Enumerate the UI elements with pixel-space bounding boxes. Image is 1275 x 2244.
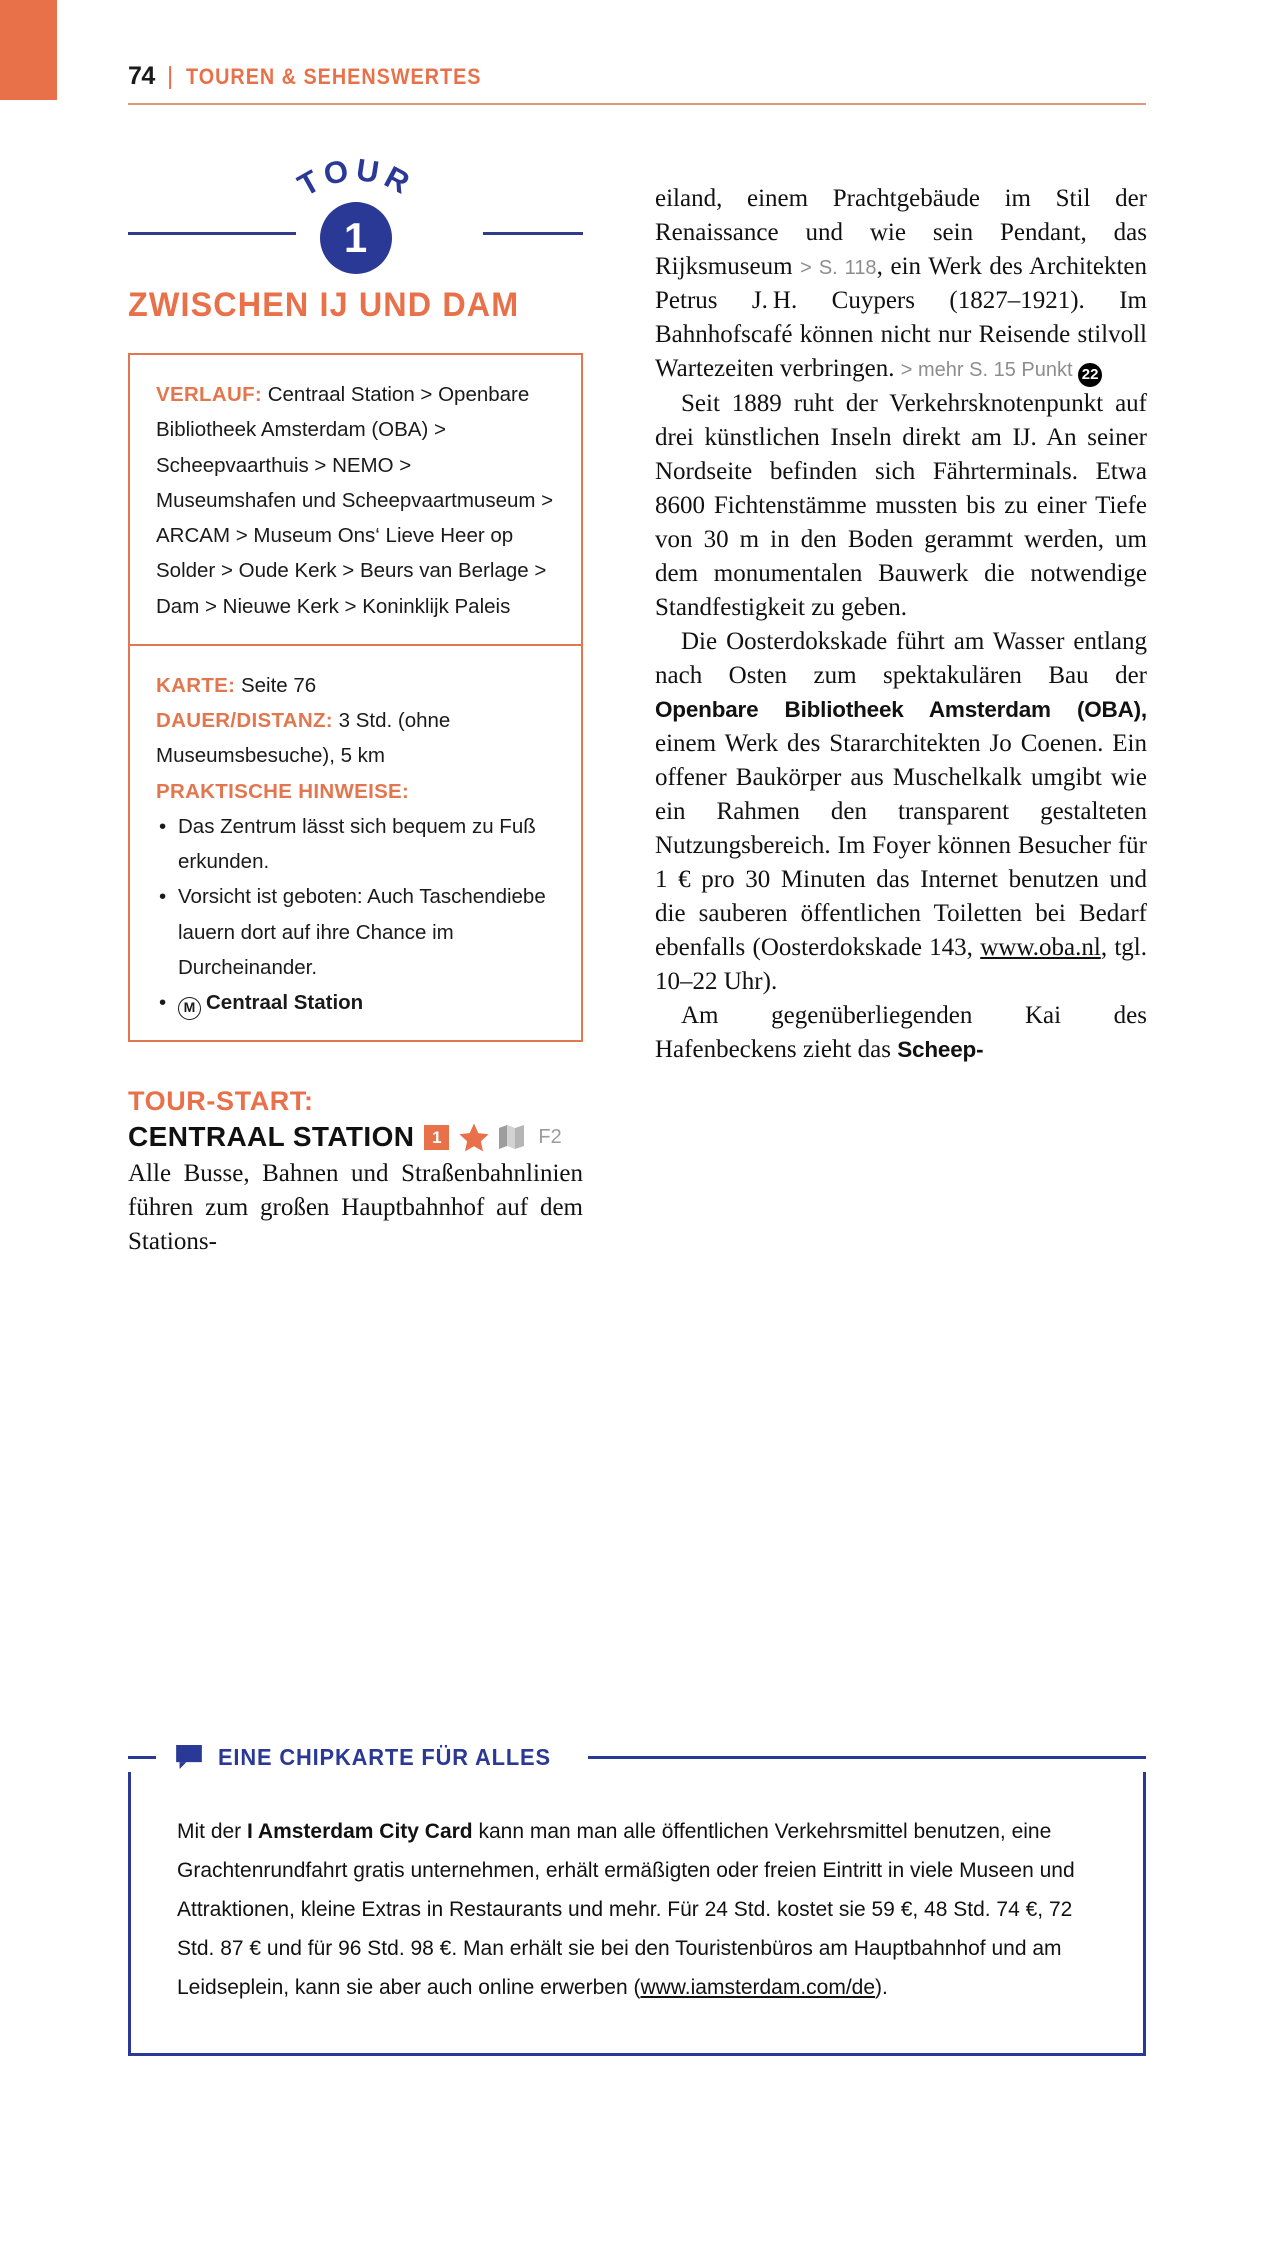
verlauf-label: VERLAUF:: [156, 383, 263, 406]
list-item: • Vorsicht ist geboten: Auch Taschendiebe lauern dort auf ihre Chance im Durcheinander.: [156, 879, 555, 985]
rp1-part-a: eiland, einem Prachtgebäude im Stil der Renaissance und wie sein Pendant, das Rijksmuseum: [655, 185, 1147, 280]
page-header: [128, 62, 1143, 91]
rp1-part-b: , ein Werk des Architekten Petrus J. H. Cuypers (1827–1921). Im Bahnhofscafé können nicht nur Reisende stilvoll Wartezeiten verbringen.: [655, 253, 1147, 382]
map-grid-reference: F2: [538, 1125, 562, 1148]
cross-reference-mehr[interactable]: > mehr S. 15 Punkt: [900, 359, 1079, 381]
metro-icon: M: [178, 997, 201, 1020]
star-icon: [459, 1123, 489, 1152]
verlauf-value: Centraal Station > Openbare Bibliotheek Amsterdam (OBA) > Scheepvaarthuis > NEMO > Museumshafen und Scheepvaartmuseum > ARCAM > Museum Ons‘ Lieve Heer op Solder > Oude Kerk > Beurs van Berlage > Dam > Nieuwe Kerk > Koninklijk Paleis: [156, 383, 554, 618]
chip-url[interactable]: www.iamsterdam.com/de: [640, 1976, 876, 2000]
right-paragraph-3: [655, 625, 1147, 999]
page-number: 74: [128, 62, 155, 90]
right-paragraph-2: Seit 1889 ruht der Verkehrsknotenpunkt auf drei künstlichen Inseln direkt am IJ. An seiner Nordseite befinden sich Fährterminals. Etwa 8600 Fichtenstämme mussten bis zu einer Tiefe von 30 m in den Boden gerammt werden, um dem monumentalen Bauwerk die notwendige Standfestigkeit zu geben.: [655, 390, 1147, 621]
hinweise-heading: [156, 774, 555, 809]
oba-url[interactable]: www.oba.nl: [980, 934, 1101, 961]
info-section-verlauf: [130, 355, 581, 644]
tour-start-name: CENTRAAL STATION: [128, 1121, 415, 1153]
tour-start-label: TOUR-START:: [128, 1086, 314, 1117]
chip-part-a: Mit der: [177, 1820, 248, 1843]
tour-title: ZWISCHEN IJ UND DAM: [128, 286, 520, 324]
list-item-metro: [156, 985, 555, 1020]
verlauf-paragraph: [156, 377, 555, 624]
chip-rule-left: [128, 1756, 156, 1759]
right-column-body: [655, 182, 1147, 1067]
chipkarte-title: EINE CHIPKARTE FÜR ALLES: [218, 1743, 551, 1770]
speech-bubble-icon: [174, 1745, 204, 1769]
oba-name: Openbare Bibliotheek Amsterdam (OBA),: [655, 697, 1147, 722]
badge-rule-right: [483, 232, 583, 235]
point-number-badge: 22: [1078, 363, 1102, 387]
karte-label: KARTE:: [156, 673, 236, 697]
rp3-part-b: einem Werk des Stararchitekten Jo Coenen. Ein offener Baukörper aus Muschelkalk umgibt wie ein Rahmen den transparent gestalteten Nutzungsbereich. Im Foyer können Besucher für 1 € pro 30 Minuten das Internet benutzen und die sauberen öffentlichen Toiletten bei Bedarf ebenfalls (Oosterdokskade 143,: [655, 730, 1147, 961]
right-paragraph-4: [655, 999, 1147, 1067]
karte-line: [156, 668, 555, 703]
rp4-part-a: Am gegenüberliegenden Kai des Hafenbeckens zieht das: [655, 1002, 1147, 1063]
right-paragraph-1: [655, 182, 1147, 387]
chipkarte-info-box: [128, 1740, 1146, 2056]
scheepvaarthuis-name: Scheep-: [897, 1037, 984, 1062]
chip-rule-right: [588, 1756, 1146, 1759]
page-corner-tab: [0, 0, 57, 100]
karte-value: Seite 76: [235, 673, 317, 697]
cross-reference-rijksmuseum[interactable]: > S. 118: [800, 257, 877, 279]
left-column: [128, 150, 583, 1259]
section-title: TOUREN & SEHENSWERTES: [186, 64, 482, 89]
hinweise-label: PRAKTISCHE HINWEISE:: [156, 779, 410, 803]
tour-arc-text: TOUR: [291, 158, 420, 204]
chip-card-name: I Amsterdam City Card: [247, 1820, 473, 1843]
rp3-part-a: Die Oosterdokskade führt am Wasser entlang nach Osten zum spektakulären Bau der: [655, 628, 1147, 689]
chip-part-c: ).: [875, 1976, 888, 2000]
tour-badge: [128, 150, 583, 270]
tour-number-circle: 1: [320, 202, 392, 274]
tour-info-box: [128, 353, 583, 1042]
right-column: [655, 182, 1147, 1067]
list-item: • Das Zentrum lässt sich bequem zu Fuß erkunden.: [156, 809, 555, 880]
map-icon: [499, 1124, 527, 1150]
dauer-line: [156, 703, 555, 774]
chipkarte-body: [128, 1772, 1146, 2056]
rp3-part-c: , tgl. 10–22 Uhr).: [655, 934, 1147, 995]
chipkarte-paragraph: [177, 1812, 1097, 2007]
tour-start-row: [128, 1121, 583, 1153]
chipkarte-header: [128, 1740, 1146, 1774]
dauer-label: DAUER/DISTANZ:: [156, 709, 333, 732]
hint-list: [156, 809, 555, 1021]
header-separator: |: [166, 62, 174, 90]
chip-part-b: kann man man alle öffentlichen Verkehrsmittel benutzen, eine Grachtenrundfahrt gratis unternehmen, erhält ermäßigten oder freien Eintritt in viele Museen und Attraktionen, kleine Extras in Restaurants und mehr. Für 24 Std. kostet sie 59 €, 48 Std. 74 €, 72 Std. 87 € und für 96 Std. 98 €. Man erhält sie bei den Touristenbüros am Hauptbahnhof und am Leidseplein, kann sie aber auch online erwerben (: [177, 1820, 1075, 2000]
left-paragraph: Alle Busse, Bahnen und Straßenbahnlinien führen zum großen Hauptbahnhof auf dem Stations-: [128, 1160, 583, 1256]
dauer-value: 3 Std. (ohne Museumsbesuche), 5 km: [156, 709, 451, 768]
left-column-body: [128, 1157, 583, 1259]
info-section-details: [130, 644, 581, 1041]
header-divider: [128, 103, 1146, 105]
poi-number-badge: 1: [424, 1125, 449, 1150]
metro-station-label: Centraal Station: [206, 991, 364, 1014]
